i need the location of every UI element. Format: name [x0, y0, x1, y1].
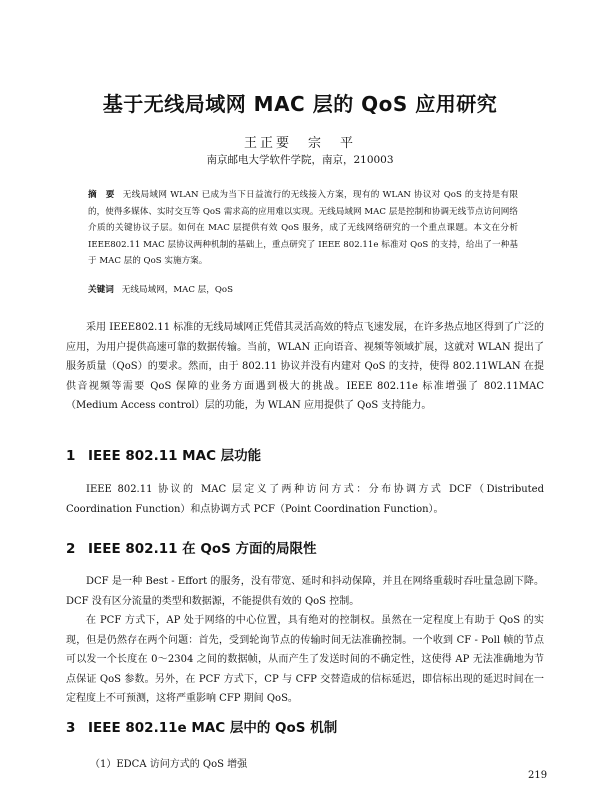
- keywords-label: 关键词: [88, 285, 114, 295]
- section-1-paragraph: IEEE 802.11 协议的 MAC 层定义了两种访问方式：分布协调方式 DCF（Distributed Coordination Function）和点协调方式 PCF（Point Coordination Function）。: [66, 484, 544, 515]
- section-2-number: 2: [66, 541, 76, 557]
- keywords-text: 无线局域网，MAC 层，QoS: [121, 285, 233, 295]
- section-2-title: IEEE 802.11 在 QoS 方面的局限性: [88, 541, 317, 557]
- affiliation: 南京邮电大学软件学院，南京，210003: [206, 154, 394, 166]
- page-number: 219: [528, 770, 548, 781]
- section-2-heading: [66, 537, 317, 557]
- section-3-heading: [66, 716, 337, 736]
- section-1-title: IEEE 802.11 MAC 层功能: [88, 448, 262, 464]
- abstract-label: 摘 要: [88, 190, 115, 200]
- keywords: [88, 282, 518, 298]
- authors: 王正要 宗 平: [243, 136, 356, 151]
- section-2-paragraph-2: 在 PCF 方式下，AP 处于网络的中心位置，具有绝对的控制权。虽然在一定程度上有助于 QoS 的实现，但是仍然存在两个问题：首先，受到轮询节点的传输时间无法准确控制。一个收到 CF - Poll 帧的节点可以发一个长度在 0～2304 之间的数据帧，从而产生了发送时间的不确定性，这使得 AP 无法准确地为节点保证 QoS 参数。另外，在 PCF 方式下，CP 与 CFP 交替造成的信标延迟，即信标出现的延迟时间在一定程度上不可预测，这将严重影响 CFP 期间 QoS。: [66, 615, 544, 705]
- intro-paragraph: 采用 IEEE802.11 标准的无线局域网正凭借其灵活高效的特点飞速发展，在许多热点地区得到了广泛的应用，为用户提供高速可靠的数据传输。当前，WLAN 正向语音、视频等领域扩展，这就对 WLAN 提出了服务质量（QoS）的要求。然而，由于 802.11 协议并没有内建对 QoS 的支持，使得 802.11WLAN 在提供音视频等需要 QoS 保障的业务方面遇到极大的挑战。IEEE 802.11e 标准增强了 802.11MAC（Medium Access control）层的功能，为 WLAN 应用提供了 QoS 支持能力。: [66, 322, 544, 412]
- section-2-paragraph-1: DCF 是一种 Best - Effort 的服务，没有带宽、延时和抖动保障，并且在网络重载时吞吐量急剧下降。DCF 没有区分流量的类型和数据源，不能提供有效的 QoS 控制。: [66, 576, 544, 607]
- abstract-text: 无线局域网 WLAN 已成为当下日益流行的无线接入方案，现有的 WLAN 协议对 QoS 的支持是有限的，使得多媒体、实时交互等 QoS 需求高的应用难以实现。无线局域网 MAC 层是控制和协调无线节点访问网络介质的关键协议子层。如何在 MAC 层提供有效 QoS 服务，成了无线网络研究的一个重点课题。本文在分析 IEEE802.11 MAC 层协议两种机制的基础上，重点研究了 IEEE 802.11e 标准对 QoS 的支持，给出了一种基于 MAC 层的 QoS 实施方案。: [88, 190, 518, 267]
- section-3-title: IEEE 802.11e MAC 层中的 QoS 机制: [88, 720, 338, 736]
- abstract: [88, 187, 518, 270]
- paper-title: 基于无线局域网 MAC 层的 QoS 应用研究: [102, 92, 498, 116]
- section-1-number: 1: [66, 448, 76, 464]
- section-3-number: 3: [66, 720, 76, 736]
- section-3-subheading: （1）EDCA 访问方式的 QoS 增强: [90, 759, 248, 770]
- section-1-heading: [66, 444, 261, 464]
